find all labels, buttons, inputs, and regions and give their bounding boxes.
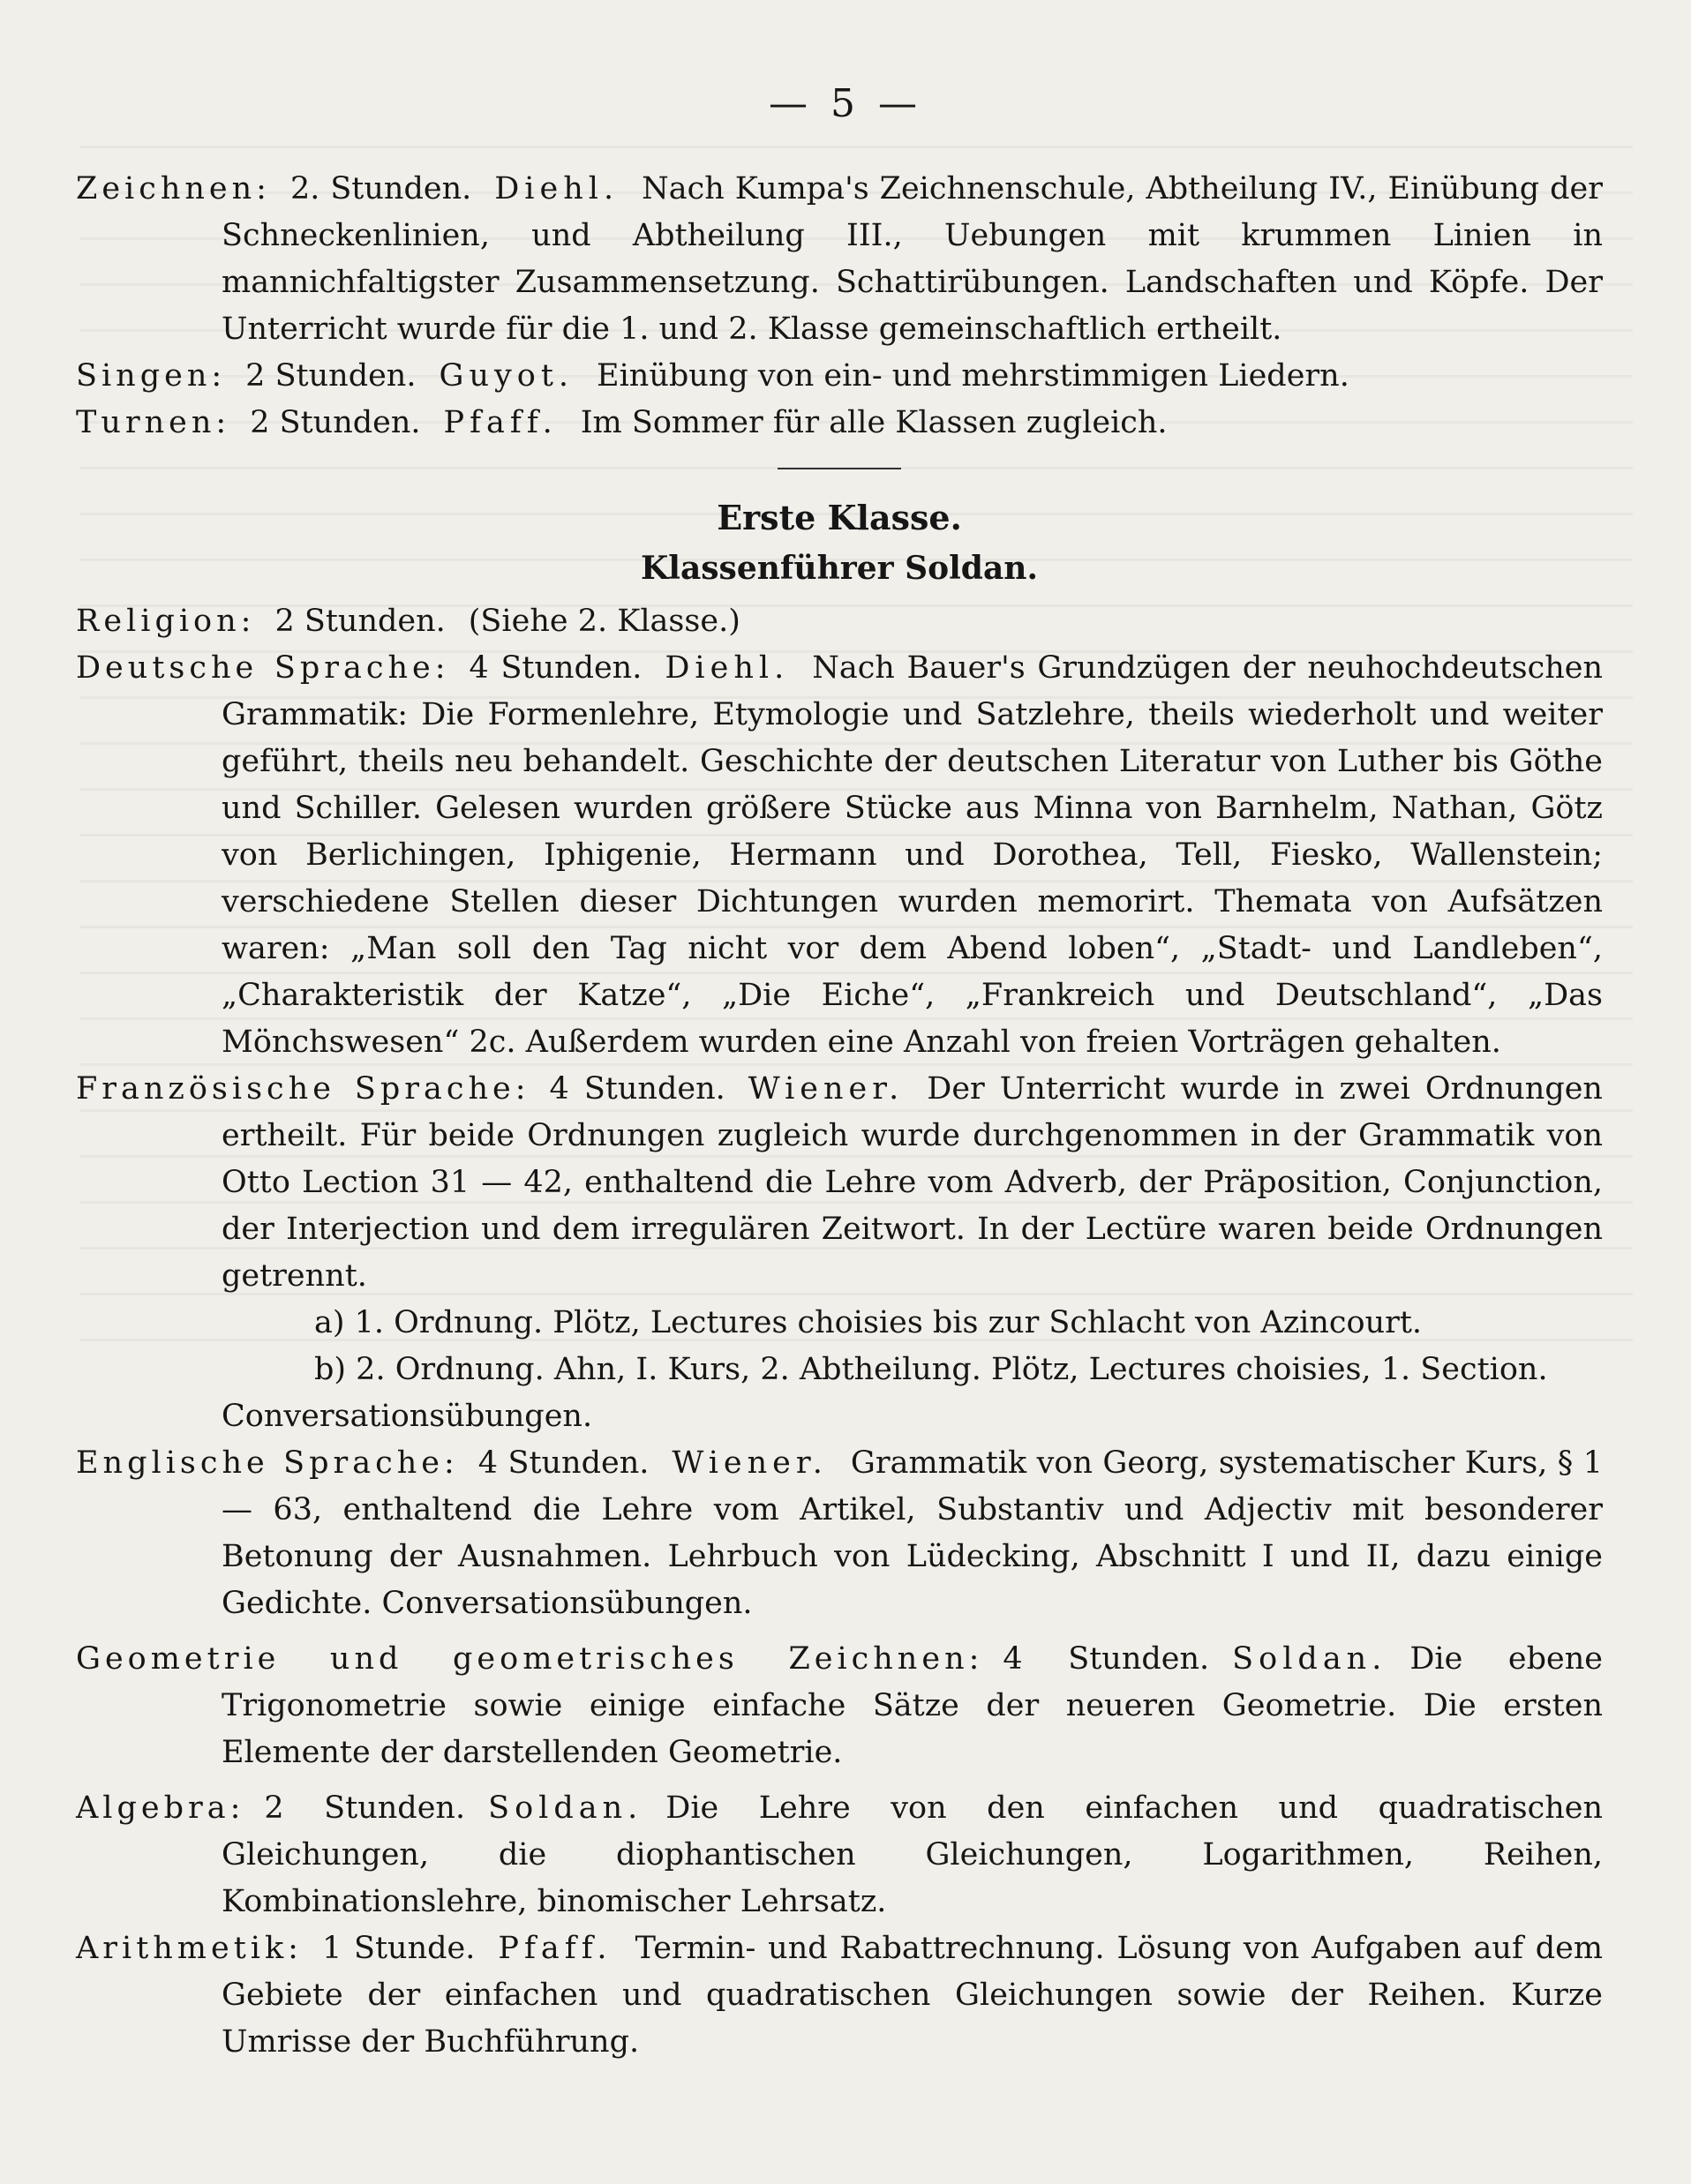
subject-label: Arithmetik:	[76, 1931, 303, 1966]
entry-text: Einübung von ein- und mehrstimmigen Liedern.	[597, 358, 1349, 394]
entry-englische-sprache	[76, 1440, 1603, 1627]
teacher-name: Diehl.	[665, 650, 790, 686]
entry-text: Grammatik von Georg, systematischer Kurs, § 1 — 63, enthaltend die Lehre vom Artikel, Substantiv und Adjectiv mit besonderer Betonung der Ausnahmen. Lehrbuch von Lüdecking, Abschnitt I und II, dazu einige Gedichte. Conversationsübungen.	[222, 1445, 1603, 1621]
section-subtitle: Klassenführer Soldan.	[641, 550, 1038, 587]
teacher-name: Diehl.	[494, 171, 620, 206]
subsection-second-order: b) 2. Ordnung. Ahn, I. Kurs, 2. Abtheilung. Plötz, Lectures choisies, 1. Section.	[314, 1352, 1548, 1387]
subject-label: Religion:	[76, 604, 256, 639]
entry-zeichnen	[76, 166, 1603, 353]
subject-label: Algebra:	[76, 1790, 245, 1826]
hours: 2 Stunden.	[274, 604, 446, 639]
hours: 2 Stunden.	[245, 358, 417, 394]
entry-text: Der Unterricht wurde in zwei Ordnungen ertheilt. Für beide Ordnungen zugleich wurde durchgenommen in der Grammatik von Otto Lection 31 — 42, enthaltend die Lehre vom Adverb, der Präposition, Conjunction, der Interjection und dem irregulären Zeitwort. In der Lectüre waren beide Ordnungen getrennt.	[222, 1071, 1603, 1294]
subject-label: Französische Sprache:	[76, 1071, 530, 1107]
section-divider	[778, 468, 901, 469]
teacher-name: Wiener.	[748, 1071, 905, 1107]
section-title: Erste Klasse.	[717, 498, 962, 537]
entry-franzoesische-sprache	[76, 1066, 1603, 1300]
entry-text: Die Lehre von den einfachen und quadratischen Gleichungen, die diophantischen Gleichungen, Logarithmen, Reihen, Kombinationslehre, binomischer Lehrsatz.	[222, 1790, 1604, 1919]
entry-algebra	[76, 1785, 1603, 1925]
hours: 4 Stunden.	[477, 1445, 650, 1481]
teacher-name: Soldan.	[1232, 1641, 1387, 1677]
hours: 2. Stunden.	[289, 171, 472, 206]
entry-singen	[76, 353, 1603, 400]
entry-text: Im Sommer für alle Klassen zugleich.	[580, 405, 1168, 440]
subject-label: Zeichnen:	[76, 171, 271, 206]
entry-text: Termin- und Rabattrechnung. Lösung von Aufgaben auf dem Gebiete der einfachen und quadratischen Gleichungen sowie der Reihen. Kurze Umrisse der Buchführung.	[222, 1931, 1604, 2060]
teacher-name: Wiener.	[672, 1445, 828, 1481]
hours: 4 Stunden.	[1003, 1641, 1210, 1677]
entry-text: Nach Kumpa's Zeichnenschule, Abtheilung IV., Einübung der Schneckenlinien, und Abtheilung III., Uebungen mit krummen Linien in mannichfaltigster Zusammensetzung. Schattirübungen. Landschaften und Köpfe. Der Unterricht wurde für die 1. und 2. Klasse gemeinschaftlich ertheilt.	[222, 171, 1604, 347]
subject-label: Singen:	[76, 358, 227, 394]
entry-turnen	[76, 400, 1603, 447]
hours: 4 Stunden.	[549, 1071, 725, 1107]
entry-text: Die ebene Trigonometrie sowie einige einfache Sätze der neueren Geometrie. Die ersten Elemente der darstellenden Geometrie.	[222, 1641, 1603, 1770]
subsection-first-order: a) 1. Ordnung. Plötz, Lectures choisies bis zur Schlacht von Azincourt.	[314, 1305, 1423, 1340]
page-number: — 5 —	[769, 81, 922, 126]
entry-religion	[76, 598, 1603, 645]
entry-arithmetik	[76, 1925, 1603, 2066]
hours: 2 Stunden.	[250, 405, 421, 440]
teacher-name: Pfaff.	[443, 405, 558, 440]
page-body	[76, 166, 1603, 2066]
subject-label: Englische Sprache:	[76, 1445, 459, 1481]
subject-label: Turnen:	[76, 405, 231, 440]
entry-deutsche-sprache	[76, 645, 1603, 1066]
entry-text: Nach Bauer's Grundzügen der neuhochdeutschen Grammatik: Die Formenlehre, Etymologie und Satzlehre, theils wiederholt und weiter geführt, theils neu behandelt. Geschichte der deutschen Literatur von Luther bis Göthe und Schiller. Gelesen wurden größere Stücke aus Minna von Barnhelm, Nathan, Götz von Berlichingen, Iphigenie, Hermann und Dorothea, Tell, Fiesko, Wallenstein; verschiedene Stellen dieser Dichtungen wurden memorirt. Themata von Aufsätzen waren: „Man soll den Tag nicht vor dem Abend loben“, „Stadt- und Landleben“, „Charakteristik der Katze“, „Die Eiche“, „Frankreich und Deutschland“, „Das Mönchswesen“ 2c. Außerdem wurden eine Anzahl von freien Vorträgen gehalten.	[222, 650, 1603, 1060]
teacher-name: Pfaff.	[498, 1931, 613, 1966]
teacher-name: Guyot.	[439, 358, 575, 394]
subject-label: Deutsche Sprache:	[76, 650, 450, 686]
hours: 2 Stunden.	[264, 1790, 466, 1826]
hours: 4 Stunden.	[469, 650, 643, 686]
entry-text: (Siehe 2. Klasse.)	[468, 604, 740, 639]
entry-geometrie	[76, 1636, 1603, 1776]
subsection-second-order-continued: Conversationsübungen.	[222, 1399, 593, 1434]
subject-label: Geometrie und geometrisches Zeichnen:	[76, 1641, 984, 1677]
hours: 1 Stunde.	[321, 1931, 476, 1966]
teacher-name: Soldan.	[488, 1790, 643, 1826]
